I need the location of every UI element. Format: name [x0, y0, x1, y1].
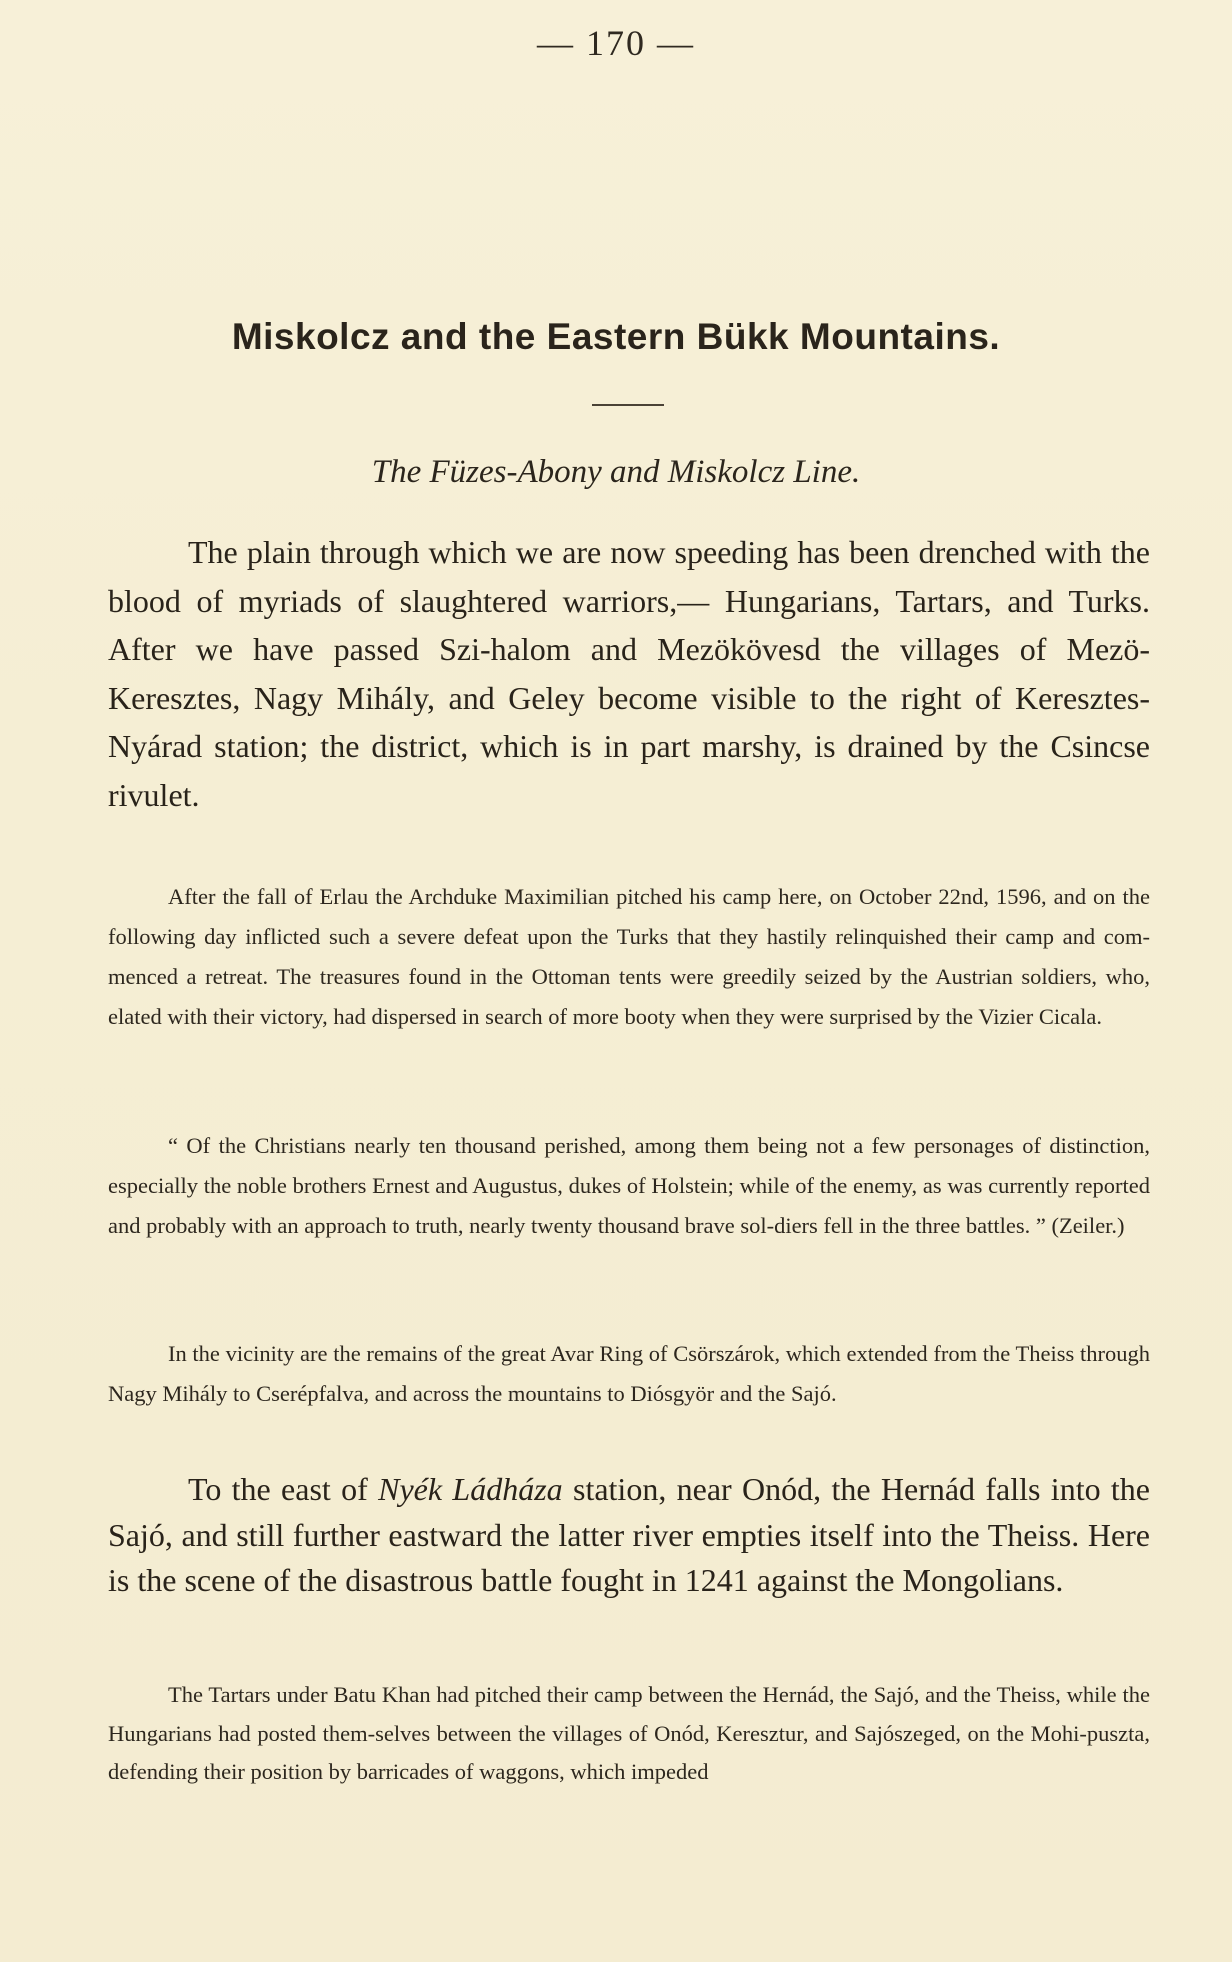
note-text: “ Of the Christians nearly ten thousand perished, among them being not a few personages of distinction, especially the noble brothers Ernest and Augustus, dukes of Holstein; while of the enemy, as was currently reported and probably with an approach to truth, nearly twenty thousand brave sol-diers fell in the three battles. ” (Zeiler.): [108, 1133, 1150, 1238]
note-text: The Tartars under Batu Khan had pitched their camp between the Hernád, the Sajó, and the Theiss, while the Hungarians had posted them-selves between the villages of Onód, Keresztur, and Sajószeged, on the Mohi-puszta, defending their position by barricades of waggons, which impeded: [108, 1682, 1150, 1784]
chapter-title: Miskolcz and the Eastern Bükk Mountains.: [231, 316, 1001, 357]
note-text: After the fall of Erlau the Archduke Maximilian pitched his camp here, on October 22nd, 1596, and on the following day inflicted such a severe defeat upon the Turks that they hastily relinquished their camp and com-menced a retreat. The treasures found in the Ottoman tents were greedily seized by the Austrian soldiers, who, elated with their victory, had dispersed in search of more booty when they were surprised by the Vizier Cicala.: [108, 884, 1150, 1029]
note-paragraph-tartars: [108, 1676, 1150, 1792]
body-paragraph-plain: [108, 528, 1150, 819]
body-paragraph-text: [108, 1467, 1150, 1604]
station-name: Nyék Ládháza: [378, 1471, 563, 1507]
note-paragraph-archduke: [108, 877, 1150, 1037]
note-paragraph-quote: [108, 1126, 1150, 1246]
body-paragraph-onod: [108, 1467, 1150, 1604]
body-paragraph-text: The plain through which we are now speeding has been drenched with the blood of myriads of slaughtered warriors,— Hungarians, Tartars, and Turks. After we have passed Szi-halom and Mezökövesd the villages of Mezö-Keresztes, Nagy Mihály, and Geley become visible to the right of Keresztes-Nyárad station; the district, which is in part marshy, is drained by the Csincse rivulet.: [108, 534, 1150, 813]
paragraph-start: To the east of: [188, 1471, 368, 1507]
page-number: — 170 —: [537, 23, 695, 63]
section-title: The Füzes-Abony and Miskolcz Line.: [371, 454, 861, 490]
note-text: In the vicinity are the remains of the great Avar Ring of Csörszárok, which extended from the Theiss through Nagy Mihály to Cserépfalva, and across the mountains to Diósgyör and the Sajó.: [108, 1341, 1150, 1406]
paragraph-rest: station, near Onód, the Hernád falls into the Sajó, and still further eastward the latter river empties itself into the Theiss. Here is the scene of the disastrous battle fought in 1241 against the Mongolians.: [108, 1471, 1151, 1598]
title-divider: [592, 404, 664, 406]
note-paragraph-avar-ring: [108, 1334, 1150, 1414]
